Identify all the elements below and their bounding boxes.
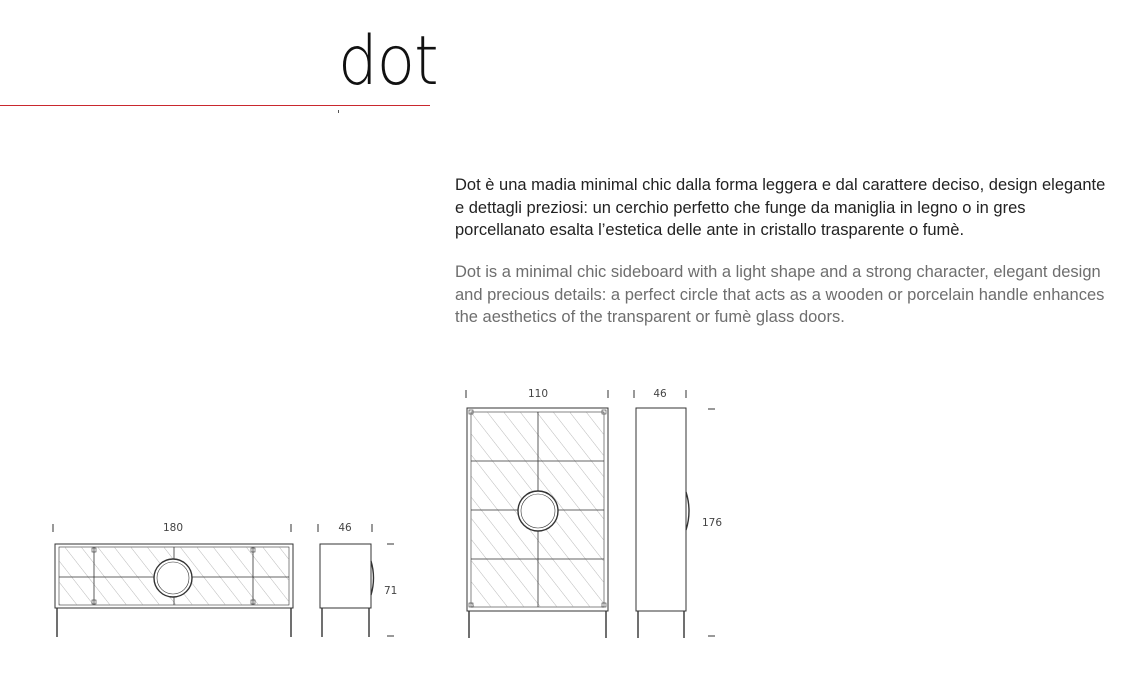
cabinet-dot-handle — [518, 491, 558, 531]
description-italian: Dot è una madia minimal chic dalla forma leggera e dal carattere deciso, design elegante e dettagli preziosi: un cerchio perfetto che funge da maniglia in legno o in gres porcellanato esalta l’estetica delle ante in cristallo trasparente o fumè. — [455, 176, 1106, 239]
cabinet-front-view — [466, 390, 608, 638]
cabinet-depth-label: 46 — [653, 388, 667, 400]
sideboard-dot-handle — [154, 559, 192, 597]
sideboard-side-view — [318, 524, 394, 637]
cabinet-width-label: 110 — [527, 388, 549, 400]
sideboard-width-label: 180 — [162, 522, 184, 534]
sideboard-depth-label: 46 — [338, 522, 352, 534]
sideboard-side-body — [320, 544, 371, 608]
description-english: Dot is a minimal chic sideboard with a light shape and a strong character, elegant design and precious details: a perfect circle that acts as a wooden or porcelain handle enhances the aesthetics of the transparent or fumè glass doors. — [455, 263, 1105, 326]
page-title: dot — [338, 22, 438, 101]
sideboard-height-label: 71 — [384, 585, 398, 597]
cabinet-side-view — [634, 390, 715, 638]
cabinet-side-body — [636, 408, 686, 611]
cabinet-height-label: 176 — [702, 517, 723, 529]
sideboard-front-view — [53, 524, 293, 637]
